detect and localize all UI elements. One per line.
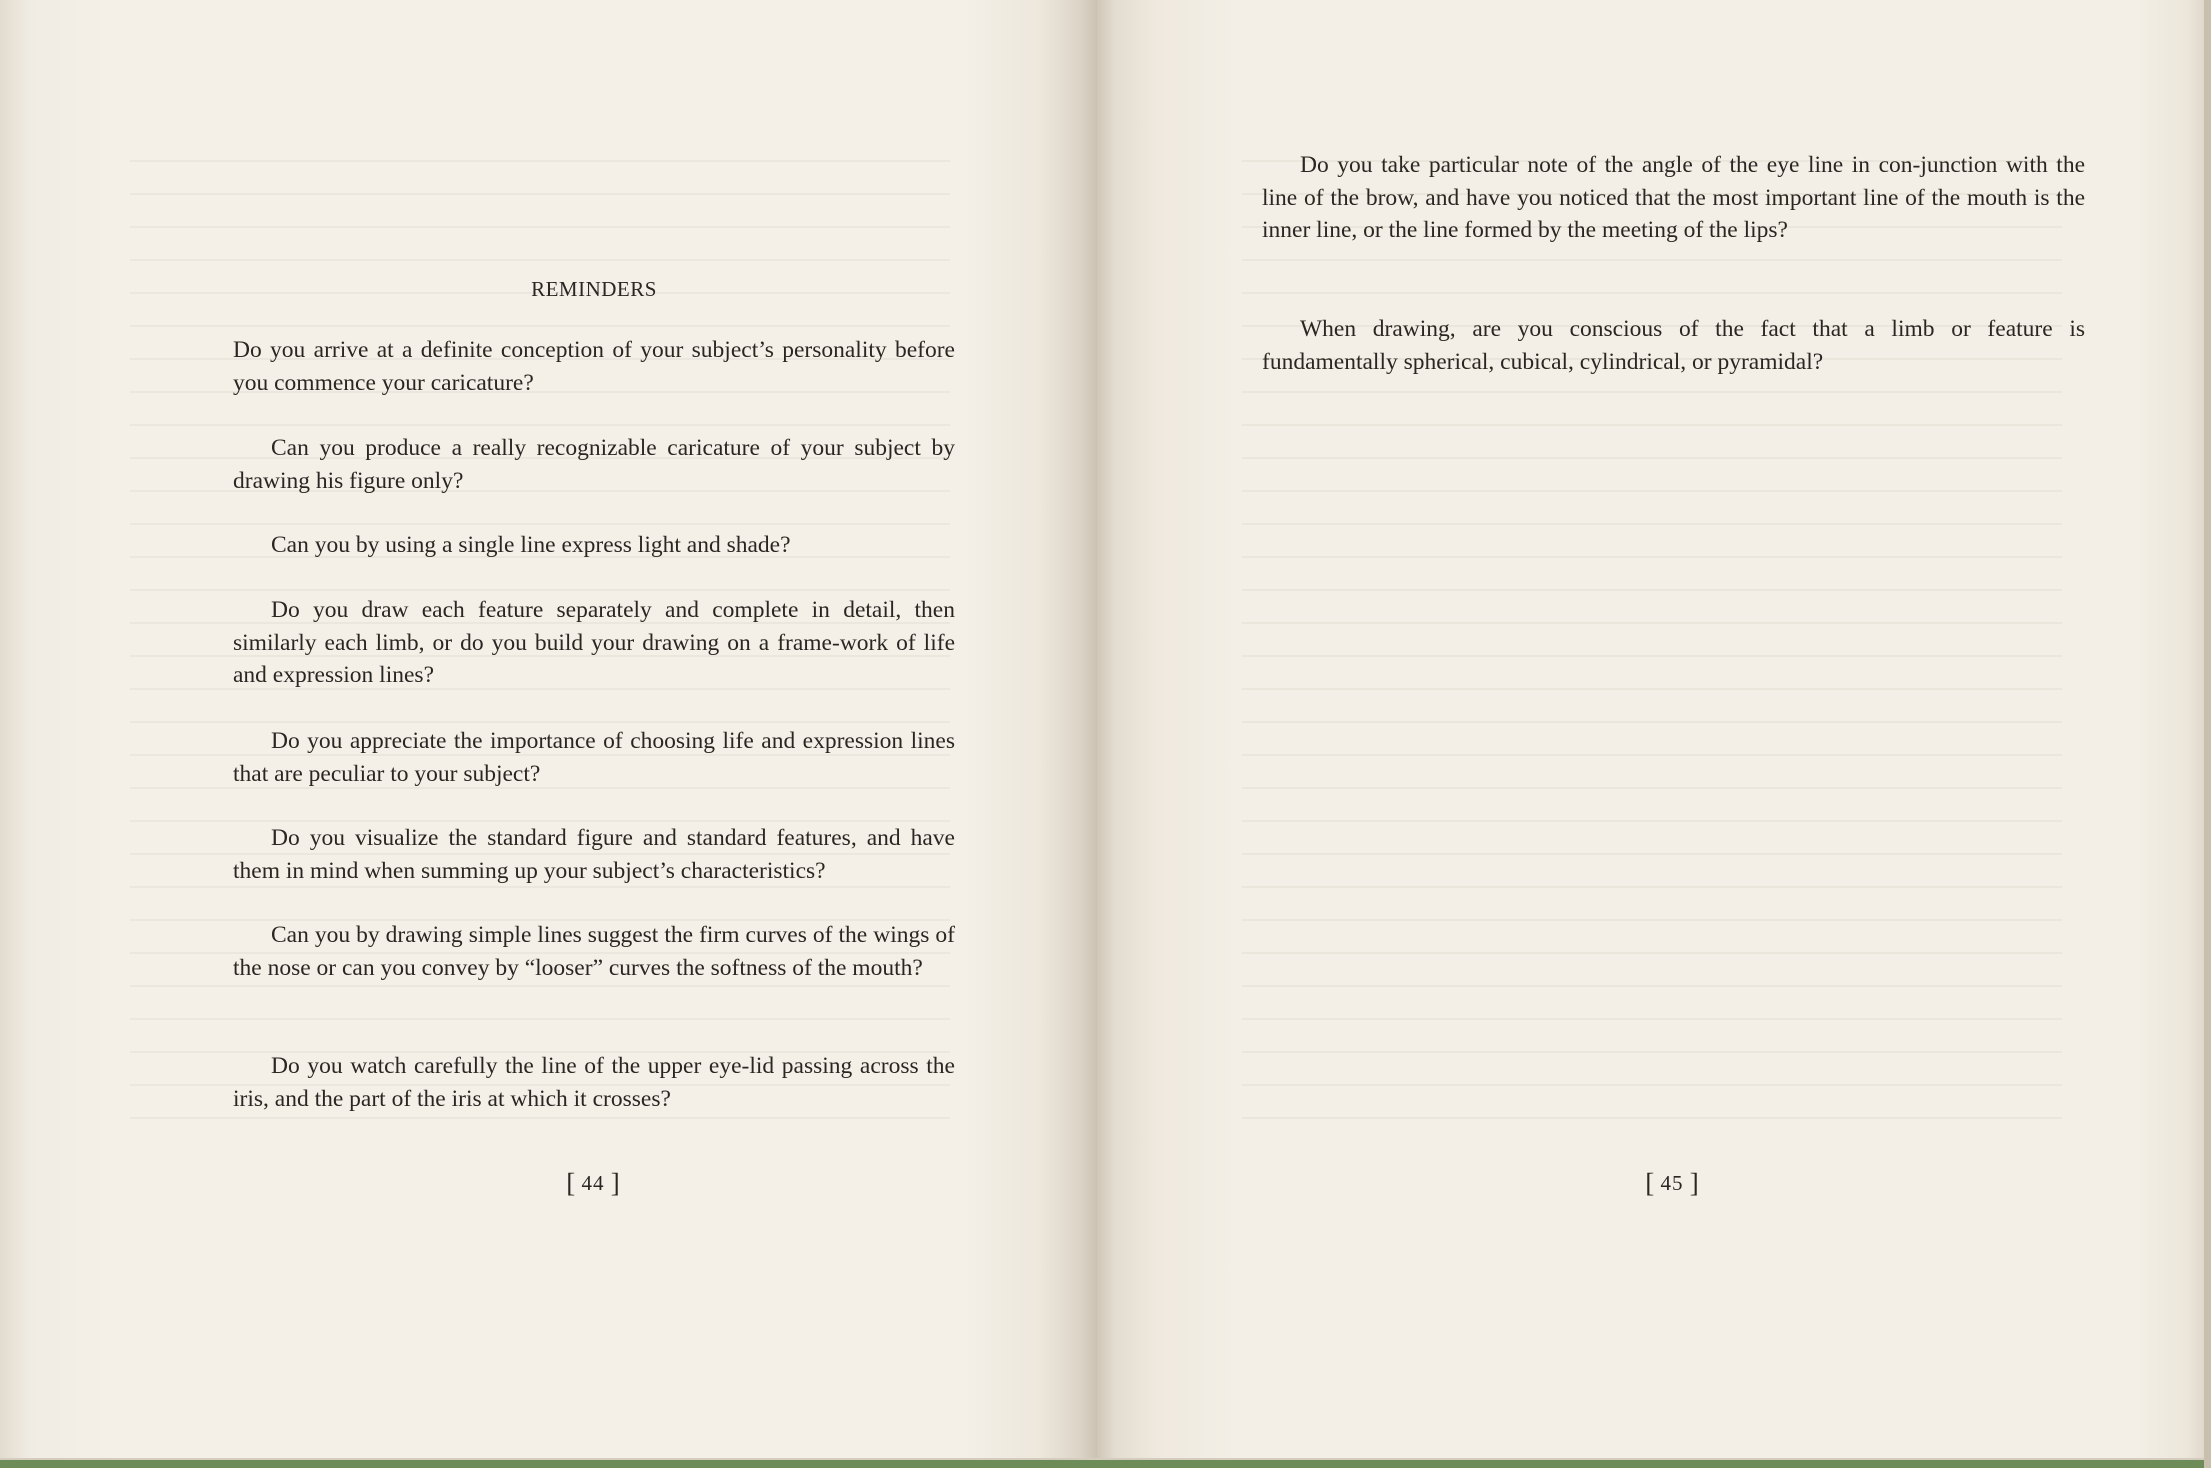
folio-close-bracket: ]: [1689, 1168, 1699, 1198]
paragraph: Do you visualize the standard figure and standard features, and have them in mind when summing up your subject’s characteristics?: [233, 825, 955, 884]
show-through-text: [1242, 138, 2062, 1138]
page-number: [1612, 1168, 1732, 1199]
paragraph: Do you appreciate the importance of choosing life and expression lines that are peculiar to your subject?: [233, 728, 955, 787]
folio-close-bracket: ]: [610, 1168, 620, 1198]
paragraph: Can you produce a really recognizable caricature of your subject by drawing his figure only?: [233, 435, 955, 494]
paragraph: Can you by drawing simple lines suggest the firm curves of the wings of the nose or can you convey by “looser” curves the softness of the mouth?: [233, 922, 955, 981]
right-page: [1097, 0, 2204, 1460]
page-heading: REMINDERS: [531, 277, 657, 301]
paragraph: Do you take particular note of the angle of the eye line in con-junction with the line of the brow, and have you noticed that the most important line of the mouth is the inner line, or the line formed by the meeting of the lips?: [1262, 152, 2085, 243]
left-page: [0, 0, 1097, 1460]
paragraph: Do you watch carefully the line of the upper eye-lid passing across the iris, and the part of the iris at which it crosses?: [233, 1053, 955, 1112]
folio-open-bracket: [: [1645, 1168, 1655, 1198]
paragraph: Do you draw each feature separately and complete in detail, then similarly each limb, or do you build your drawing on a frame-work of life and expression lines?: [233, 597, 955, 688]
paragraph: Can you by using a single line express light and shade?: [271, 532, 791, 558]
folio-number: 45: [1660, 1171, 1684, 1195]
page-number: [533, 1168, 653, 1199]
folio-open-bracket: [: [566, 1168, 576, 1198]
paragraph: Do you arrive at a definite conception of your subject’s personality before you commence your caricature?: [233, 337, 955, 396]
page-edge: [2204, 0, 2211, 1468]
paragraph: When drawing, are you conscious of the fact that a limb or feature is fundamentally spherical, cubical, cylindrical, or pyramidal?: [1262, 316, 2085, 375]
folio-number: 44: [581, 1171, 605, 1195]
